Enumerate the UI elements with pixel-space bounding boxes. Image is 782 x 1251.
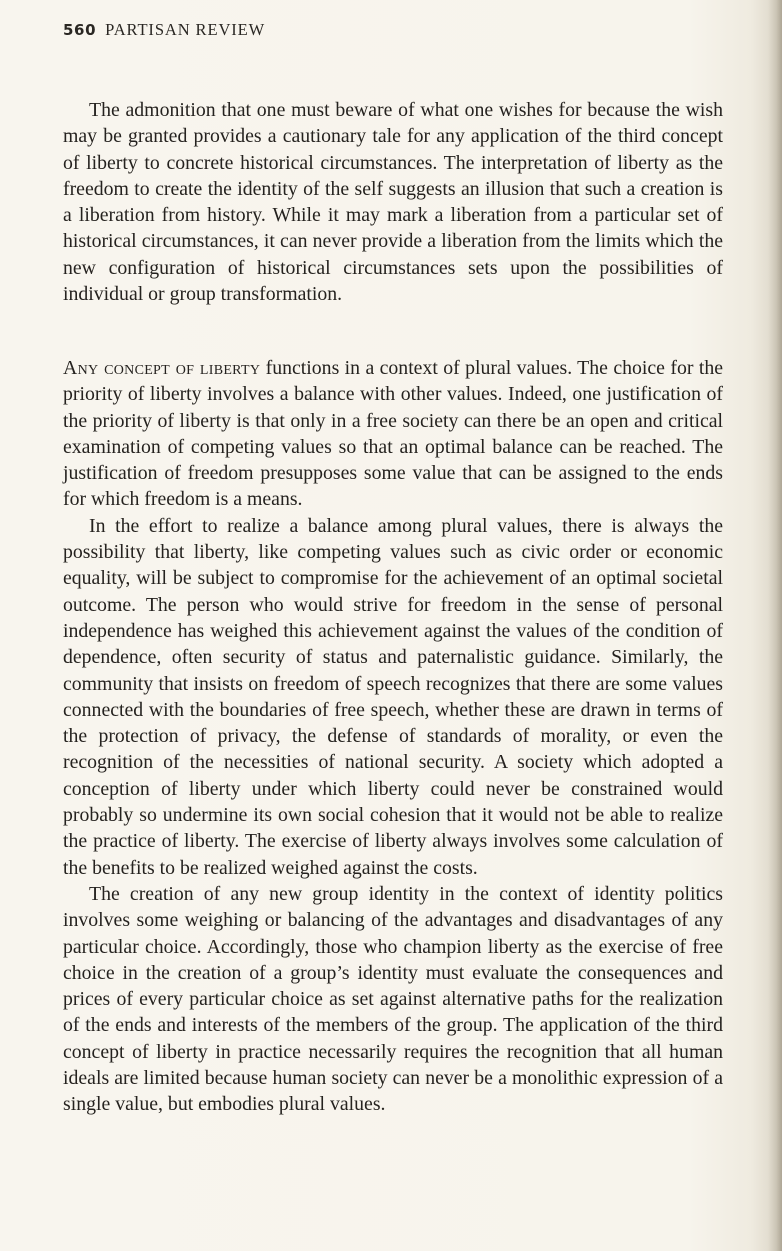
- text-block-1: [63, 97, 723, 307]
- paragraph-admonition: The admonition that one must beware of what one wishes for because the wish may be granted provides a cautionary tale for any application of the third concept of liberty to concrete historical circumstances. The interpretation of liberty as the freedom to create the identity of the self suggests an illusion that such a creation is a liberation from history. While it may mark a liberation from a particular set of historical circumstances, it can never provide a liberation from the limits which the new configuration of historical circumstances sets upon the possibilities of individual or group transformation.: [63, 99, 723, 306]
- journal-title: PARTISAN REVIEW: [105, 20, 266, 39]
- section-lead-in: Any concept of liberty: [63, 357, 261, 379]
- running-head: [63, 20, 265, 40]
- text-block-2: [63, 355, 723, 1118]
- paragraph-plural-values: [63, 355, 723, 513]
- page-number: 560: [63, 21, 97, 39]
- paragraph-group-identity: The creation of any new group identity in the context of identity politics involves some weighing or balancing of the advantages and disadvantages of any particular choice. Accordingly, those who champion liberty as the exercise of free choice in the creation of a group’s identity must evaluate the consequences and prices of every particular choice as set against alternative paths for the realization of the ends and interests of the members of the group. The application of the third concept of liberty in practice necessarily requires the recognition that all human ideals are limited because human society can never be a monolithic expression of a single value, but embodies plural values.: [63, 882, 723, 1116]
- spine-shadow: [768, 0, 782, 1251]
- paragraph-plural-values-body: functions in a context of plural values. The choice for the priority of liberty involves a balance with other values. Indeed, one justification of the priority of liberty is that only in a free society can there be an open and critical examination of competing values so that an optimal balance can be reached. The justification of freedom presupposes some value that can be assigned to the ends for which freedom is a means.: [63, 357, 723, 511]
- paragraph-balance: In the effort to realize a balance among plural values, there is always the possibility that liberty, like competing values such as civic order or economic equality, will be subject to compromise for the achievement of an optimal societal outcome. The person who would strive for freedom in the sense of personal independence has weighed this achievement against the values of the condition of dependence, often security of status and paternalistic guidance. Similarly, the community that insists on freedom of speech recognizes that there are some values connected with the boundaries of free speech, whether these are drawn in terms of the protection of privacy, the defense of standards of morality, or even the recognition of the necessities of national security. A society which adopted a conception of liberty under which liberty could never be constrained would probably so undermine its own social cohesion that it would not be able to realize the practice of liberty. The exercise of liberty always involves some calculation of the benefits to be realized weighed against the costs.: [63, 514, 723, 879]
